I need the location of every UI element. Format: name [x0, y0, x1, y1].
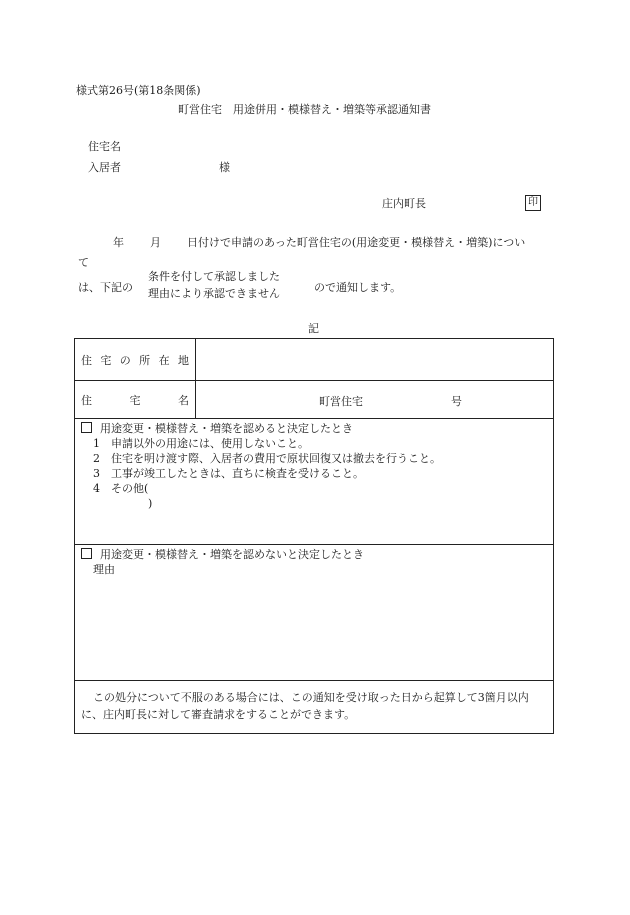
- row-deny: [75, 545, 553, 681]
- body-line1-rest: 日付けで申請のあった町営住宅の(用途変更・模様替え・増築)につい: [187, 236, 526, 249]
- label-char: 名: [178, 393, 189, 407]
- approve-item-2: 2 住宅を明け渡す際、入居者の費用で原状回復又は撤去を行うこと。: [93, 452, 441, 465]
- document-title: 町営住宅 用途併用・模様替え・増築等承認通知書: [178, 103, 431, 116]
- label-char: 在: [158, 353, 170, 367]
- seal-box: 印: [525, 195, 541, 211]
- appeal-notice: この処分について不服のある場合には、この通知を受け取った日から起算して3箇月以内に、庄内町長に対して審査請求をすることができます。: [81, 691, 529, 721]
- deny-heading: 用途変更・模様替え・増築を認めないと決定したとき: [100, 548, 364, 561]
- body-line-2-left: は、下記の: [78, 281, 133, 294]
- deny-heading-line: [81, 547, 547, 562]
- row-house-name: [75, 381, 553, 419]
- body-year: 年: [113, 236, 124, 249]
- label-char: 宅: [100, 353, 112, 367]
- row-appeal-notice: [75, 681, 553, 733]
- row-house-address: [75, 339, 553, 381]
- address-label-cell: [75, 339, 196, 380]
- name-value-cell: [195, 381, 553, 418]
- body-line-1-wrap: て: [78, 256, 89, 269]
- body-month: 月: [150, 236, 161, 249]
- house-prefix: 町営住宅: [319, 395, 363, 408]
- label-char: 所: [139, 353, 151, 367]
- body-line-2-right: ので通知します。: [314, 281, 402, 294]
- label-char: 宅: [129, 393, 141, 407]
- address-label: [81, 352, 189, 368]
- house-name-label: 住宅名: [88, 140, 121, 153]
- label-char: 住: [81, 353, 92, 367]
- notice-table: [74, 338, 554, 734]
- body-option-approve: 条件を付して承認しました: [148, 270, 280, 283]
- house-number-suffix: 号: [451, 395, 462, 408]
- approve-item-3: 3 工事が竣工したときは、直ちに検査を受けること。: [93, 467, 364, 480]
- approve-heading-line: [81, 421, 547, 436]
- label-char: 住: [81, 393, 92, 407]
- approve-checkbox[interactable]: [81, 422, 92, 433]
- deny-block: [81, 547, 547, 577]
- row-approve: [75, 419, 553, 545]
- label-char: 地: [177, 353, 189, 367]
- name-label: [81, 392, 189, 408]
- approve-item-1: 1 申請以外の用途には、使用しないこと。: [93, 437, 309, 450]
- body-option-deny: 理由により承認できません: [148, 287, 280, 300]
- approve-item-4: 4 その他(: [93, 482, 149, 495]
- approve-item-4-close: ): [93, 497, 153, 510]
- label-char: の: [119, 353, 131, 367]
- resident-label: 入居者: [88, 161, 121, 174]
- deny-reason-label: 理由: [93, 563, 115, 576]
- deny-checkbox[interactable]: [81, 548, 92, 559]
- body-line-1: [113, 236, 525, 250]
- name-label-cell: [75, 381, 196, 418]
- ki-heading: 記: [308, 322, 319, 335]
- approve-block: [81, 421, 547, 511]
- honorific-sama: 様: [219, 161, 230, 174]
- approve-heading: 用途変更・模様替え・増築を認めると決定したとき: [100, 422, 353, 435]
- issuer-mayor: 庄内町長: [382, 197, 426, 210]
- address-value-cell: [195, 339, 553, 380]
- form-number: 様式第26号(第18条関係): [76, 84, 201, 97]
